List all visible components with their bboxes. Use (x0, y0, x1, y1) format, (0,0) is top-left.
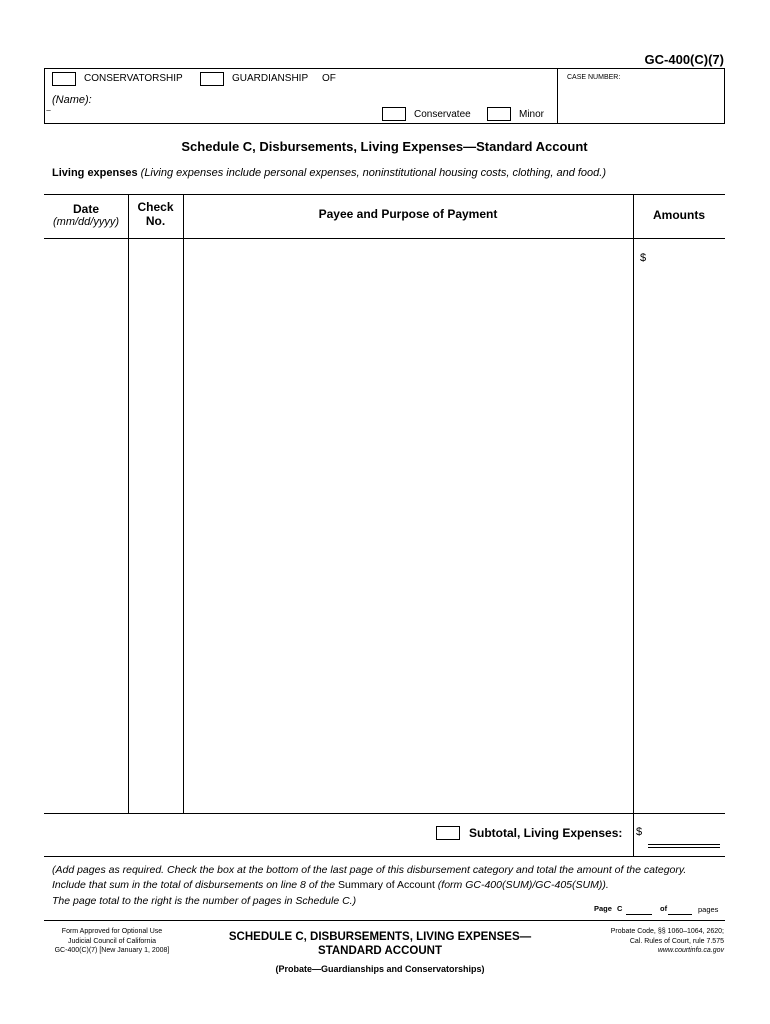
case-number-field[interactable] (560, 84, 720, 120)
subtotal-underline-1 (648, 844, 720, 845)
living-expenses-line (52, 167, 606, 179)
instructions-line3: The page total to the right is the number of pages in Schedule C.) (52, 895, 357, 907)
col-header-check: Check (137, 200, 174, 214)
instructions-part2: (form GC-400(SUM)/GC-405(SUM)). (434, 878, 609, 891)
footer-center-line2: STANDARD ACCOUNT (318, 945, 442, 957)
minor-label: Minor (519, 109, 545, 120)
conservatorship-checkbox[interactable] (52, 72, 76, 86)
footer-right-line3: www.courtinfo.ca.gov (657, 947, 724, 954)
page-of-label: of (660, 904, 668, 913)
payee-column-field[interactable] (184, 239, 632, 812)
total-pages-field[interactable] (668, 902, 692, 915)
guardianship-label: GUARDIANSHIP (232, 73, 309, 84)
date-column-field[interactable] (45, 239, 127, 812)
col-header-payee: Payee and Purpose of Payment (318, 207, 498, 221)
footer-left-line2: Judicial Council of California (68, 937, 156, 945)
subtotal-currency-symbol: $ (636, 826, 643, 838)
amount-currency-symbol: $ (640, 252, 647, 264)
footer-right-line2: Cal. Rules of Court, rule 7.575 (629, 937, 724, 945)
footer-right (611, 927, 724, 956)
minor-checkbox[interactable] (487, 107, 511, 121)
footer-center-line3: (Probate—Guardianships and Conservatorships) (275, 964, 485, 974)
instructions-part1: (Add pages as required. Check the box at the bottom of the last page of this disbursement category and total the amount of the category. Include that sum in the total of disbursements on line 8 of the (52, 864, 687, 891)
table-bottom-border (44, 813, 725, 814)
form-number: GC-400(C)(7) (644, 52, 724, 67)
name-marker: ---- (46, 108, 50, 114)
living-expenses-note: (Living expenses include personal expenses, noninstitutional housing costs, clothing, and food.) (140, 167, 607, 179)
instructions (52, 863, 722, 892)
conservatee-checkbox[interactable] (382, 107, 406, 121)
footer-left-line3: GC-400(C)(7) [New January 1, 2008] (54, 947, 170, 954)
footer-center-line1: SCHEDULE C, DISBURSEMENTS, LIVING EXPENSES— (228, 931, 532, 943)
page-title: Schedule C, Disbursements, Living Expenses—Standard Account (181, 139, 588, 154)
amounts-column-field[interactable] (634, 239, 724, 812)
footer-divider (44, 920, 725, 921)
subtotal-divider (633, 813, 634, 856)
subtotal-label: Subtotal, Living Expenses: (469, 826, 623, 840)
instructions-summary: Summary of Account (338, 878, 435, 891)
subtotal-underline-2 (648, 847, 720, 848)
table-top-border (44, 194, 725, 195)
living-expenses-label: Living expenses (52, 167, 138, 179)
of-label: OF (322, 73, 336, 84)
header-divider (557, 68, 558, 124)
name-label: (Name): (52, 94, 92, 106)
subtotal-checkbox[interactable] (436, 826, 460, 840)
col-header-amounts: Amounts (653, 208, 705, 222)
name-field[interactable] (100, 92, 380, 108)
conservatorship-label: CONSERVATORSHIP (84, 73, 183, 84)
case-number-label: CASE NUMBER: (567, 74, 621, 81)
page-number-field[interactable] (626, 902, 652, 915)
footer-left (30, 927, 194, 956)
col-header-date: Date (72, 202, 99, 216)
footer-left-line1: Form Approved for Optional Use (61, 928, 163, 935)
col-header-date-format: (mm/dd/yyyy) (53, 216, 119, 228)
footer-right-line1: Probate Code, §§ 1060–1064, 2620; (610, 928, 724, 935)
schedule-letter: C (617, 904, 623, 913)
check-column-field[interactable] (129, 239, 182, 812)
col-header-check-no: No. (145, 214, 166, 228)
pages-label: pages (698, 905, 719, 914)
guardianship-checkbox[interactable] (200, 72, 224, 86)
page-label: Page (594, 904, 612, 913)
subtotal-bottom-border (44, 856, 725, 857)
subtotal-amount-field[interactable] (645, 820, 721, 842)
conservatee-label: Conservatee (414, 109, 471, 120)
